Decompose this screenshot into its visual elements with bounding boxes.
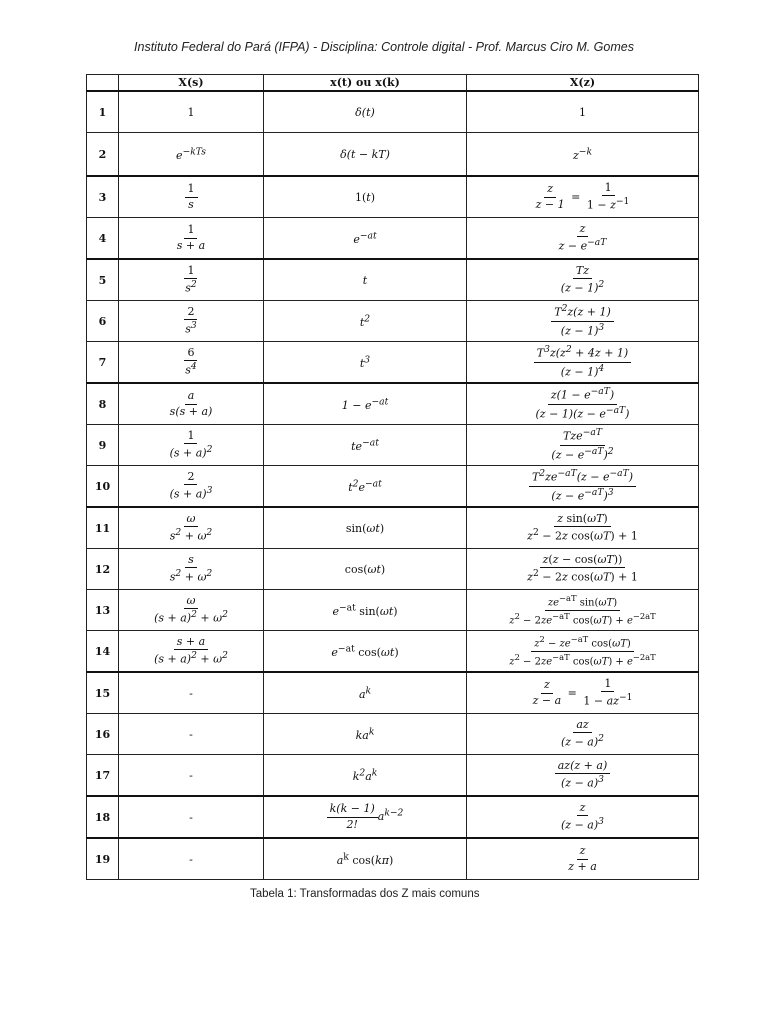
- cell-xz: $\frac{T^2ze^{-aT}(z - e^{-aT})}{(z - e^{-aT})^3}$: [467, 466, 699, 508]
- row-number: 18: [87, 796, 119, 838]
- row-number: 17: [87, 755, 119, 797]
- table-row: [87, 755, 699, 797]
- cell-xs: $\frac{2}{(s + a)^3}$: [119, 466, 264, 508]
- cell-xt: $a^k$: [264, 672, 467, 714]
- table-row: [87, 466, 699, 508]
- cell-xz: $\frac{T^2z(z + 1)}{(z - 1)^3}$: [467, 301, 699, 342]
- cell-xt: t: [264, 259, 467, 301]
- cell-xt: $\frac{k(k - 1)}{2!}$ $a^{k-2}$: [264, 796, 467, 838]
- cell-xt: $e^{-at}$ sin(ωt): [264, 590, 467, 631]
- row-number: 13: [87, 590, 119, 631]
- cell-xs: $\frac{2}{s^3}$: [119, 301, 264, 342]
- row-number: 9: [87, 425, 119, 466]
- cell-xs: -: [119, 672, 264, 714]
- cell-xs: 1: [119, 91, 264, 133]
- cell-xs: -: [119, 755, 264, 797]
- cell-xz: $\frac{\text{z sin(ωT)}}{z^2 - 2z \cos(\omega T) + 1}$: [467, 507, 699, 549]
- row-number: 16: [87, 714, 119, 755]
- table-row: [87, 549, 699, 590]
- row-number: 1: [87, 91, 119, 133]
- cell-xs: $\frac{1}{s + a}$: [119, 218, 264, 260]
- cell-xs: -: [119, 796, 264, 838]
- cell-xt: $e^{-at}$ cos(ωt): [264, 631, 467, 673]
- cell-xs: $\frac{\omega}{s^2 + \omega^2}$: [119, 507, 264, 549]
- row-number: 8: [87, 383, 119, 425]
- table-row: [87, 176, 699, 218]
- table-row: [87, 383, 699, 425]
- cell-xt: $t^2e^{-at}$: [264, 466, 467, 508]
- column-header-xt: x(t) ou x(k): [264, 75, 467, 92]
- cell-xs: $\frac{a}{s(s + a)}$: [119, 383, 264, 425]
- cell-xt: $k^2a^k$: [264, 755, 467, 797]
- table-row: [87, 425, 699, 466]
- cell-xz: $\frac{az}{(z - a)^2}$: [467, 714, 699, 755]
- cell-xz: $\frac{z}{z + a}$: [467, 838, 699, 880]
- row-number: 3: [87, 176, 119, 218]
- row-number: 2: [87, 133, 119, 177]
- table-row: [87, 91, 699, 133]
- cell-xt: cos(ωt): [264, 549, 467, 590]
- table-row: [87, 796, 699, 838]
- row-number: 6: [87, 301, 119, 342]
- table-row: [87, 672, 699, 714]
- cell-xz: $\frac{z}{z - 1}$ = $\frac{1}{1 - z^{-1}}$: [467, 176, 699, 218]
- table-row: [87, 590, 699, 631]
- table-row: [87, 507, 699, 549]
- cell-xz: $z^{-k}$: [467, 133, 699, 177]
- table-row: [87, 342, 699, 384]
- table-row: [87, 133, 699, 177]
- cell-xt: $ka^k$: [264, 714, 467, 755]
- cell-xs: $e^{-kTs}$: [119, 133, 264, 177]
- cell-xz: $\frac{az(z + a)}{(z - a)^3}$: [467, 755, 699, 797]
- page-header: Instituto Federal do Pará (IFPA) - Disciplina: Controle digital - Prof. Marcus Ciro M. Gomes: [134, 40, 634, 54]
- cell-xz: $\frac{z(1 - e^{-aT})}{(z - 1)(z - e^{-aT})}$: [467, 383, 699, 425]
- cell-xz: $\frac{Tze^{-aT}}{(z - e^{-aT})^2}$: [467, 425, 699, 466]
- cell-xs: -: [119, 714, 264, 755]
- table-caption: Tabela 1: Transformadas dos Z mais comuns: [250, 888, 480, 900]
- cell-xs: $\frac{s}{s^2 + \omega^2}$: [119, 549, 264, 590]
- column-header-xs: X(s): [119, 75, 264, 92]
- table-row: [87, 259, 699, 301]
- cell-xt: sin(ωt): [264, 507, 467, 549]
- cell-xs: $\frac{1}{s}$: [119, 176, 264, 218]
- table-row: [87, 218, 699, 260]
- row-number: 11: [87, 507, 119, 549]
- cell-xs: $\frac{1}{s^2}$: [119, 259, 264, 301]
- cell-xz: $\frac{Tz}{(z - 1)^2}$: [467, 259, 699, 301]
- cell-xs: $\frac{1}{(s + a)^2}$: [119, 425, 264, 466]
- row-number: 14: [87, 631, 119, 673]
- cell-xt: $1 - e^{-at}$: [264, 383, 467, 425]
- cell-xt: $a^k$ cos(kπ): [264, 838, 467, 880]
- row-number: 4: [87, 218, 119, 260]
- cell-xz: $\frac{z^2 - ze^{-aT} \cos(\omega T)}{z^2 - 2ze^{-aT} \cos(\omega T) + e^{-2aT}}$: [467, 631, 699, 673]
- cell-xt: $t^2$: [264, 301, 467, 342]
- cell-xz: $\frac{z(z - \cos(\omega T))}{z^2 - 2z \cos(\omega T) + 1}$: [467, 549, 699, 590]
- column-header-index: [87, 75, 119, 92]
- cell-xs: $\frac{6}{s^4}$: [119, 342, 264, 384]
- table-row: [87, 838, 699, 880]
- cell-xz: $\frac{T^3z(z^2 + 4z + 1)}{(z - 1)^4}$: [467, 342, 699, 384]
- table-header-row: [87, 75, 699, 92]
- cell-xz: $\frac{z}{(z - a)^3}$: [467, 796, 699, 838]
- cell-xt: δ(t): [264, 91, 467, 133]
- table-row: [87, 714, 699, 755]
- row-number: 5: [87, 259, 119, 301]
- cell-xz: 1: [467, 91, 699, 133]
- row-number: 15: [87, 672, 119, 714]
- table-row: [87, 301, 699, 342]
- table-row: [87, 631, 699, 673]
- cell-xt: δ(t − kT): [264, 133, 467, 177]
- column-header-xz: X(z): [467, 75, 699, 92]
- cell-xs: $\frac{\omega}{(s + a)^2 + \omega^2}$: [119, 590, 264, 631]
- cell-xt: $te^{-at}$: [264, 425, 467, 466]
- cell-xt: 1(t): [264, 176, 467, 218]
- cell-xz: $\frac{z}{z - a}$ = $\frac{1}{1 - az^{-1}}$: [467, 672, 699, 714]
- z-transform-table: [86, 74, 699, 880]
- cell-xt: $e^{-at}$: [264, 218, 467, 260]
- cell-xt: $t^3$: [264, 342, 467, 384]
- cell-xz: $\frac{z}{z - e^{-aT}}$: [467, 218, 699, 260]
- row-number: 10: [87, 466, 119, 508]
- cell-xs: -: [119, 838, 264, 880]
- row-number: 19: [87, 838, 119, 880]
- cell-xs: $\frac{s + a}{(s + a)^2 + \omega^2}$: [119, 631, 264, 673]
- row-number: 7: [87, 342, 119, 384]
- row-number: 12: [87, 549, 119, 590]
- cell-xz: $\frac{ze^{-aT} \sin(\omega T)}{z^2 - 2ze^{-aT} \cos(\omega T) + e^{-2aT}}$: [467, 590, 699, 631]
